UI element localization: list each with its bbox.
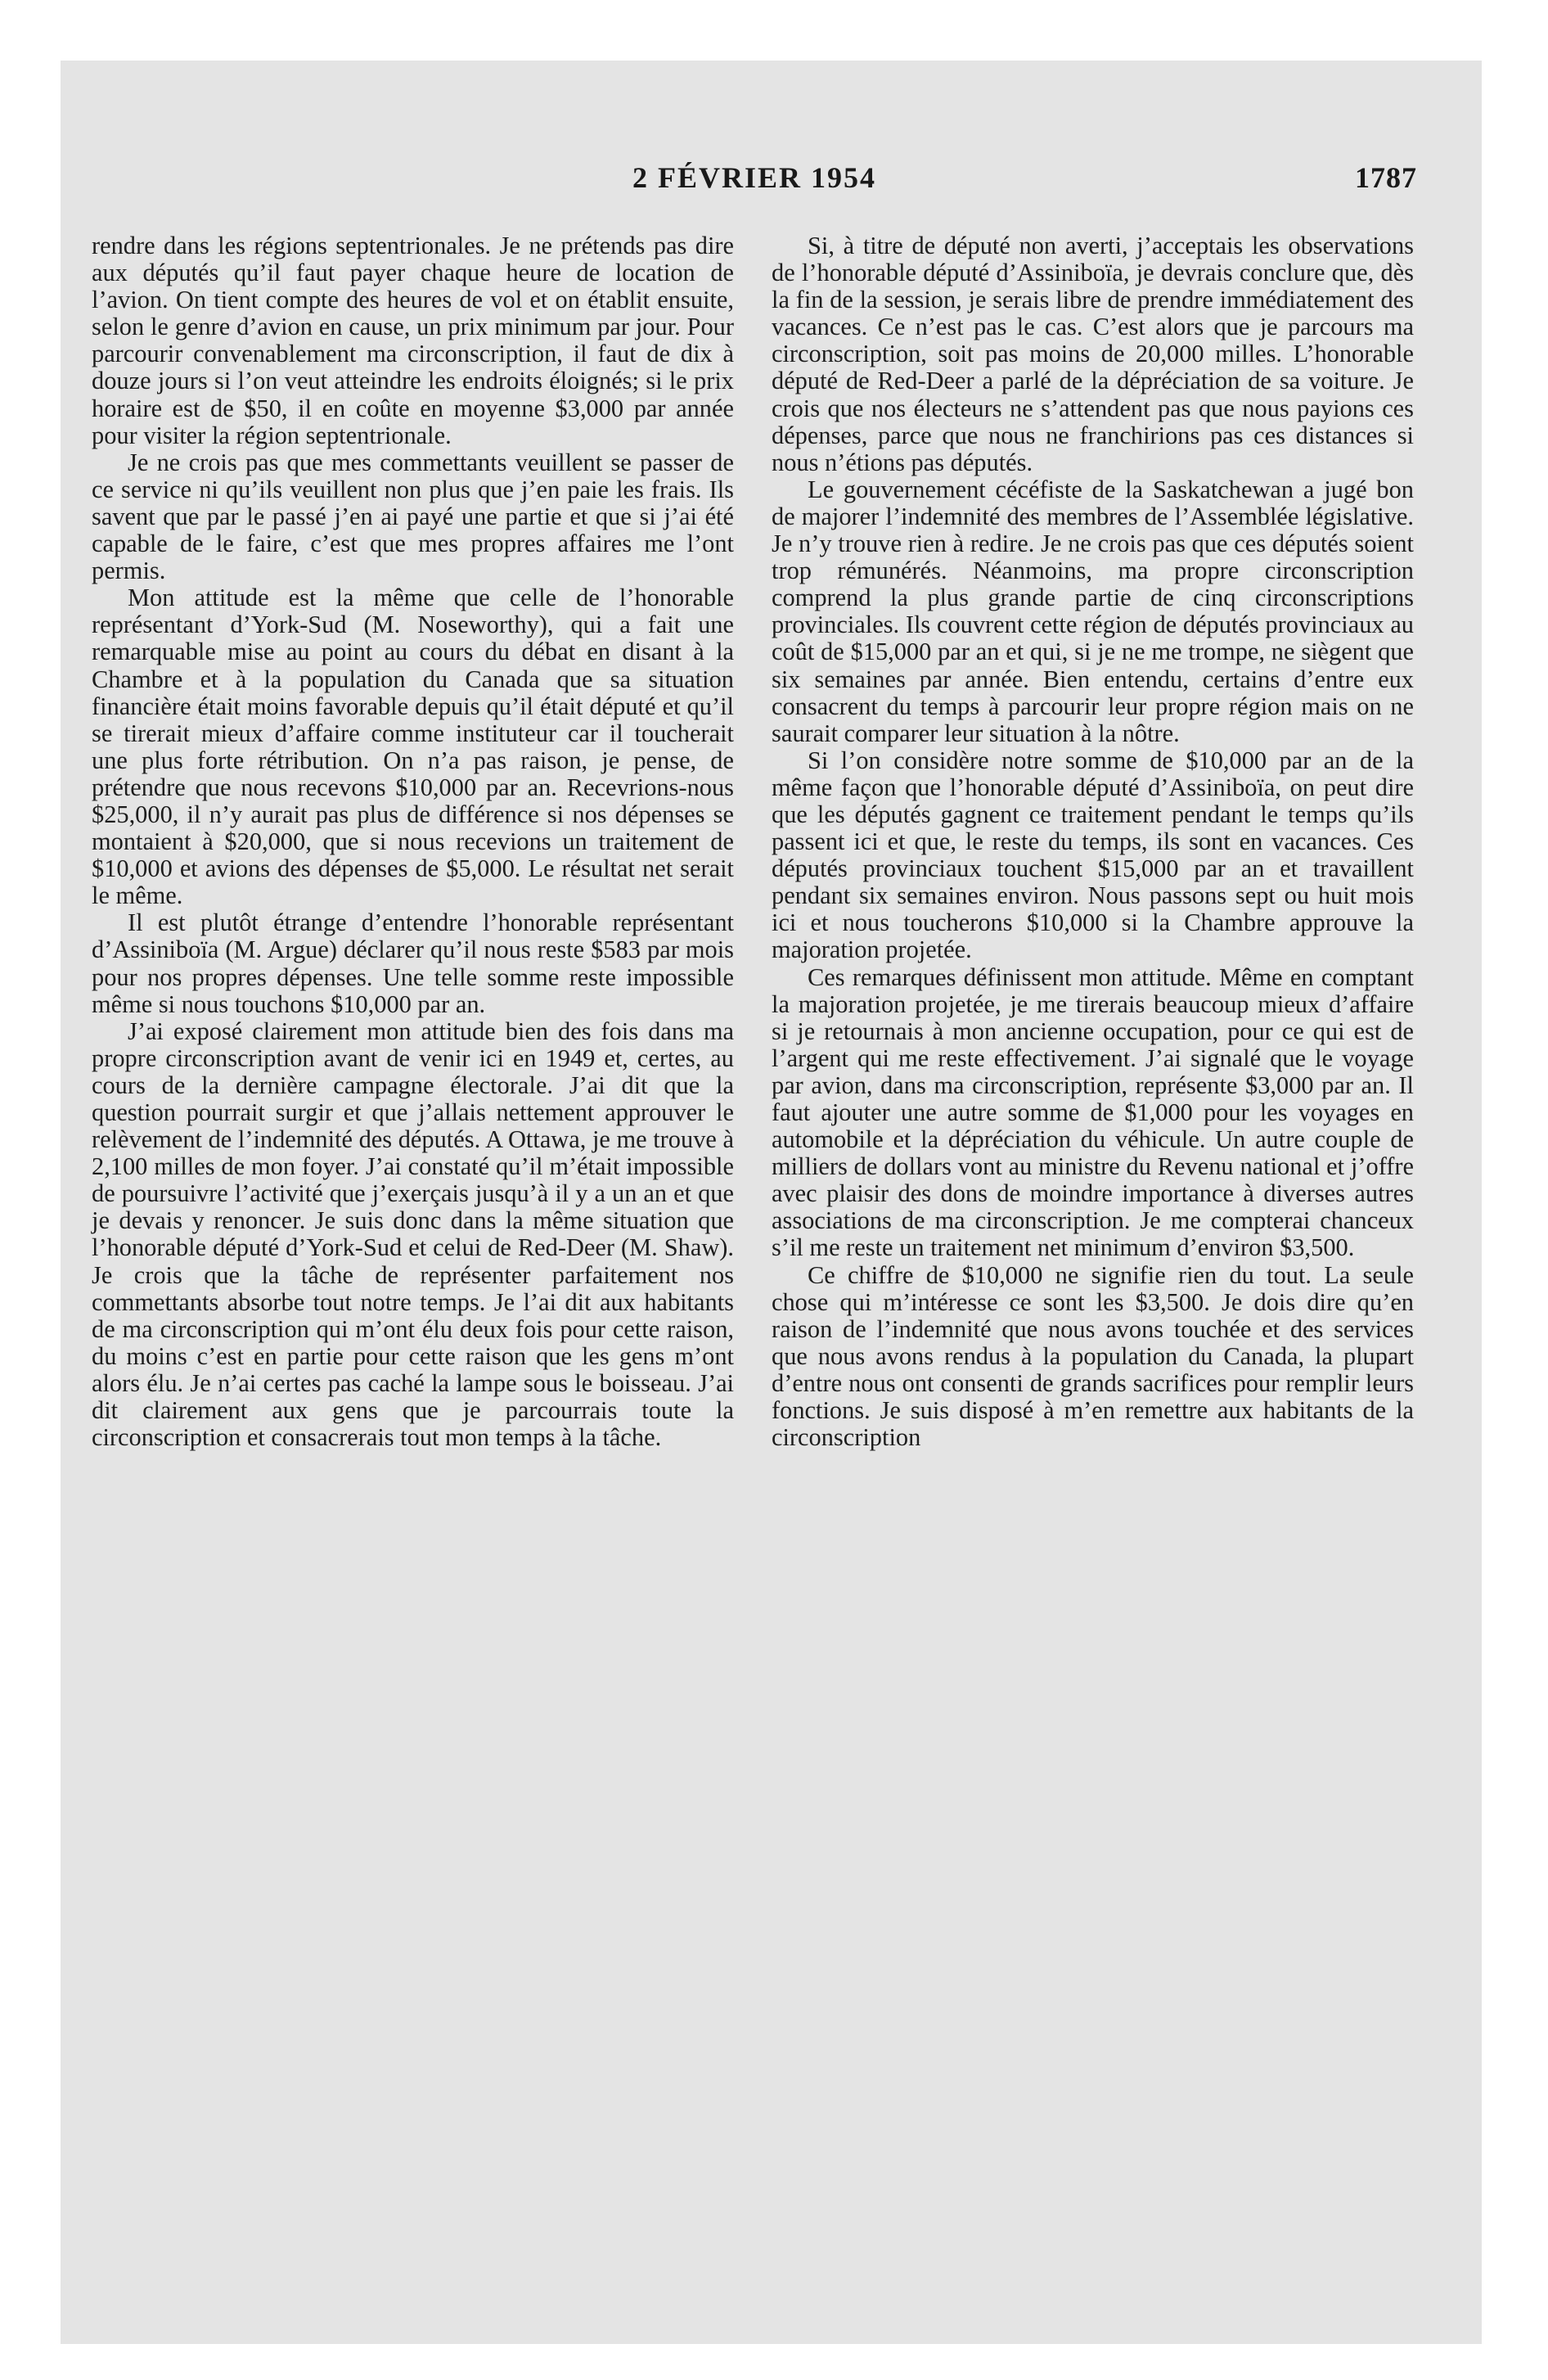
- paragraph: Ce chiffre de $10,000 ne signifie rien du tout. La seule chose qui m’intéresse ce sont les $3,500. Je dois dire qu’en raison de l’indemnité que nous avons touchée et des services que nous avons rendus à la population du Canada, la plupart d’entre nous ont consenti de grands sacrifices pour remplir leurs fonctions. Je suis disposé à m’en remettre aux habitants de la circonscription: [772, 1260, 1414, 1452]
- paragraph: Il est plutôt étrange d’entendre l’honorable représentant d’Assiniboïa (M. Argue) déclarer qu’il nous reste $583 par mois pour nos propres dépenses. Une telle somme reste impossible même si nous touchons $10,000 par an.: [92, 908, 734, 1018]
- page-header: [92, 160, 1417, 201]
- left-column: [92, 232, 734, 1451]
- paragraph: Le gouvernement cécéfiste de la Saskatchewan a jugé bon de majorer l’indemnité des membres de l’Assemblée législative. Je n’y trouve rien à redire. Je ne crois pas que ces députés soient trop rémunérés. Néanmoins, ma propre circonscription comprend la plus grande partie de cinq circonscriptions provinciales. Ils couvrent cette région de députés provinciaux au coût de $15,000 par an et qui, si je ne me trompe, ne siègent que six semaines par année. Bien entendu, certains d’entre eux consacrent du temps à parcourir leur propre région mais on ne saurait comparer leur situation à la nôtre.: [772, 475, 1414, 747]
- page-number: 1787: [1355, 161, 1417, 194]
- paragraph: Si l’on considère notre somme de $10,000 par an de la même façon que l’honorable député d’Assiniboïa, on peut dire que les députés gagnent ce traitement pendant le temps qu’ils passent ici et que, le reste du temps, ils sont en vacances. Ces députés provinciaux touchent $15,000 par an et travaillent pendant six semaines environ. Nous passons sept ou huit mois ici et nous toucherons $10,000 si la Chambre approuve la majoration projetée.: [772, 746, 1414, 964]
- paragraph: rendre dans les régions septentrionales. Je ne prétends pas dire aux députés qu’il faut payer chaque heure de location de l’avion. On tient compte des heures de vol et on établit ensuite, selon le genre d’avion en cause, un prix minimum par jour. Pour parcourir convenablement ma circonscription, il faut de dix à douze jours si l’on veut atteindre les endroits éloignés; si le prix horaire est de $50, il en coûte en moyenne $3,000 par année pour visiter la région septentrionale.: [92, 232, 734, 449]
- right-column: [772, 232, 1414, 1451]
- paragraph: J’ai exposé clairement mon attitude bien des fois dans ma propre circonscription avant de venir ici en 1949 et, certes, au cours de la dernière campagne électorale. J’ai dit que la question pourrait surgir et que j’allais nettement approuver le relèvement de l’indemnité des députés. A Ottawa, je me trouve à 2,100 milles de mon foyer. J’ai constaté qu’il m’était impossible de poursuivre l’activité que j’exerçais jusqu’à il y a un an et que je devais y renoncer. Je suis donc dans la même situation que l’honorable député d’York-Sud et celui de Red-Deer (M. Shaw). Je crois que la tâche de représenter parfaitement nos commettants absorbe tout notre temps. Je l’ai dit aux habitants de ma circonscription qui m’ont élu deux fois pour cette raison, du moins c’est en partie pour cette raison que les gens m’ont alors élu. Je n’ai certes pas caché la lampe sous le boisseau. J’ai dit clairement aux gens que je parcourrais toute la circonscription et consacrerais tout mon temps à la tâche.: [92, 1016, 734, 1452]
- paragraph: Je ne crois pas que mes commettants veuillent se passer de ce service ni qu’ils veuillent non plus que j’en paie les frais. Ils savent que par le passé j’en ai payé une partie et que si j’ai été capable de le faire, c’est que mes propres affaires me l’ont permis.: [92, 448, 734, 585]
- paragraph: Si, à titre de député non averti, j’acceptais les observations de l’honorable député d’Assiniboïa, je devrais conclure que, dès la fin de la session, je serais libre de prendre immédiatement des vacances. Ce n’est pas le cas. C’est alors que je parcours ma circonscription, soit pas moins de 20,000 milles. L’honorable député de Red-Deer a parlé de la dépréciation de sa voiture. Je crois que nos électeurs ne s’attendent pas que nous payions ces dépenses, parce que nous ne franchirions pas ces distances si nous n’étions pas députés.: [772, 232, 1414, 476]
- paragraph: Ces remarques définissent mon attitude. Même en comptant la majoration projetée, je me tirerais beaucoup mieux d’affaire si je retournais à mon ancienne occupation, pour ce qui est de l’argent qui me reste effectivement. J’ai signalé que le voyage par avion, dans ma circonscription, représente $3,000 par an. Il faut ajouter une autre somme de $1,000 pour les voyages en automobile et la dépréciation du véhicule. Un autre couple de milliers de dollars vont au ministre du Revenu national et j’offre avec plaisir des dons de moindre importance à diverses autres associations de ma circonscription. Je me compterai chanceux s’il me reste un traitement net minimum d’environ $3,500.: [772, 962, 1414, 1262]
- paragraph: Mon attitude est la même que celle de l’honorable représentant d’York-Sud (M. Noseworthy), qui a fait une remarquable mise au point au cours du débat en disant à la Chambre et à la population du Canada que sa situation financière était moins favorable depuis qu’il était député et qu’il se tirerait mieux d’affaire comme instituteur car il toucherait une plus forte rétribution. On n’a pas raison, je pense, de prétendre que nous recevons $10,000 par an. Recevrions-nous $25,000, il n’y aurait pas plus de différence si nos dépenses se montaient à $20,000, que si nous recevions un traitement de $10,000 et avions des dépenses de $5,000. Le résultat net serait le même.: [92, 584, 734, 910]
- page-date: 2 FÉVRIER 1954: [632, 161, 877, 194]
